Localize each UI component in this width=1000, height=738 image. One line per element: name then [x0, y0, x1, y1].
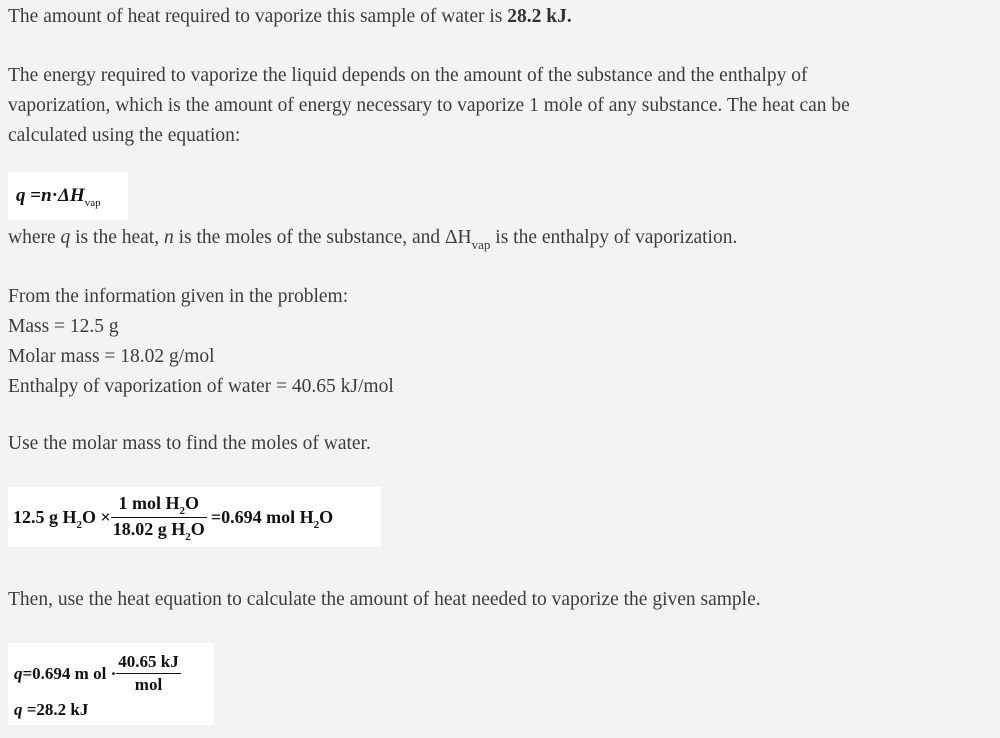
given-mass: Mass = 12.5 g — [8, 316, 119, 337]
where-q: q — [60, 227, 71, 248]
heat-calculation-box — [8, 643, 214, 725]
where-n: n — [163, 227, 174, 248]
eq2-denominator — [111, 518, 207, 543]
eq2-rhs-a: =0.694 mol H — [210, 506, 314, 527]
given-info — [8, 282, 394, 402]
eq1-vap-subscript: vap — [84, 197, 101, 209]
given-molar-mass: Molar mass = 18.02 g/mol — [8, 346, 215, 367]
where-text-3: is the moles of the substance, and ΔH — [173, 227, 472, 248]
eq2-rhs — [210, 506, 334, 531]
eq3-q1: q — [14, 663, 23, 683]
eq2-fraction — [111, 492, 207, 543]
where-text-1: where — [8, 227, 61, 248]
eq3-q2: q — [14, 700, 23, 719]
eq2-rhs-sub: 2 — [313, 518, 320, 531]
eq2-den-a: 18.02 g H — [112, 518, 186, 539]
answer-value: 28.2 kJ. — [507, 6, 572, 27]
eq3-fraction — [116, 651, 180, 696]
where-text-2: is the heat, — [70, 227, 164, 248]
variable-definitions — [8, 223, 737, 254]
eq2-lhs-a: 12.5 g H — [13, 506, 77, 527]
eq1-n: n — [41, 185, 52, 206]
step-1-text: Use the molar mass to find the moles of water. — [8, 433, 371, 454]
eq3-numerator: 40.65 kJ — [116, 651, 180, 674]
where-vap-subscript: vap — [471, 237, 491, 252]
explanation-line-1: The energy required to vaporize the liquid depends on the amount of the substance and the enthalpy of — [8, 65, 808, 86]
eq2-num-b: O — [185, 492, 200, 513]
eq2-den-b: O — [190, 518, 205, 539]
eq1-dot: · — [51, 185, 58, 206]
eq2-numerator — [111, 492, 207, 518]
heat-equation-box — [8, 172, 128, 220]
explanation-line-3: calculated using the equation: — [8, 125, 241, 146]
answer-prefix: The amount of heat required to vaporize this sample of water is — [8, 6, 508, 27]
eq2-rhs-b: O — [319, 506, 334, 527]
eq2-lhs-b: O × — [82, 506, 111, 527]
where-text-4: is the enthalpy of vaporization. — [490, 227, 738, 248]
eq1-q: q — [16, 185, 26, 206]
given-enthalpy: Enthalpy of vaporization of water = 40.65 kJ/mol — [8, 376, 394, 397]
given-intro: From the information given in the problem: — [8, 286, 349, 307]
eq3-line2-text: =28.2 kJ — [22, 700, 89, 719]
moles-equation-box — [8, 487, 381, 547]
eq3-denominator: mol — [134, 675, 163, 694]
eq3-line-1 — [14, 651, 181, 696]
explanation-line-2: vaporization, which is the amount of energy necessary to vaporize 1 mole of any substance. The heat can be — [8, 95, 850, 116]
eq1-equals: = — [30, 185, 42, 206]
step-2-text: Then, use the heat equation to calculate the amount of heat needed to vaporize the given sample. — [8, 589, 761, 610]
eq3-line1-text: =0.694 m ol · — [22, 663, 117, 683]
eq2-lhs-sub: 2 — [76, 518, 83, 531]
eq2-lhs — [13, 506, 111, 531]
eq2-num-sub: 2 — [179, 504, 186, 517]
eq2-num-a: 1 mol H — [118, 492, 180, 513]
eq2-den-sub: 2 — [185, 530, 191, 543]
eq1-delta-h: ΔH — [58, 185, 85, 206]
answer-statement — [8, 2, 572, 32]
eq3-line-2 — [14, 699, 88, 721]
explanation-paragraph — [8, 61, 850, 151]
